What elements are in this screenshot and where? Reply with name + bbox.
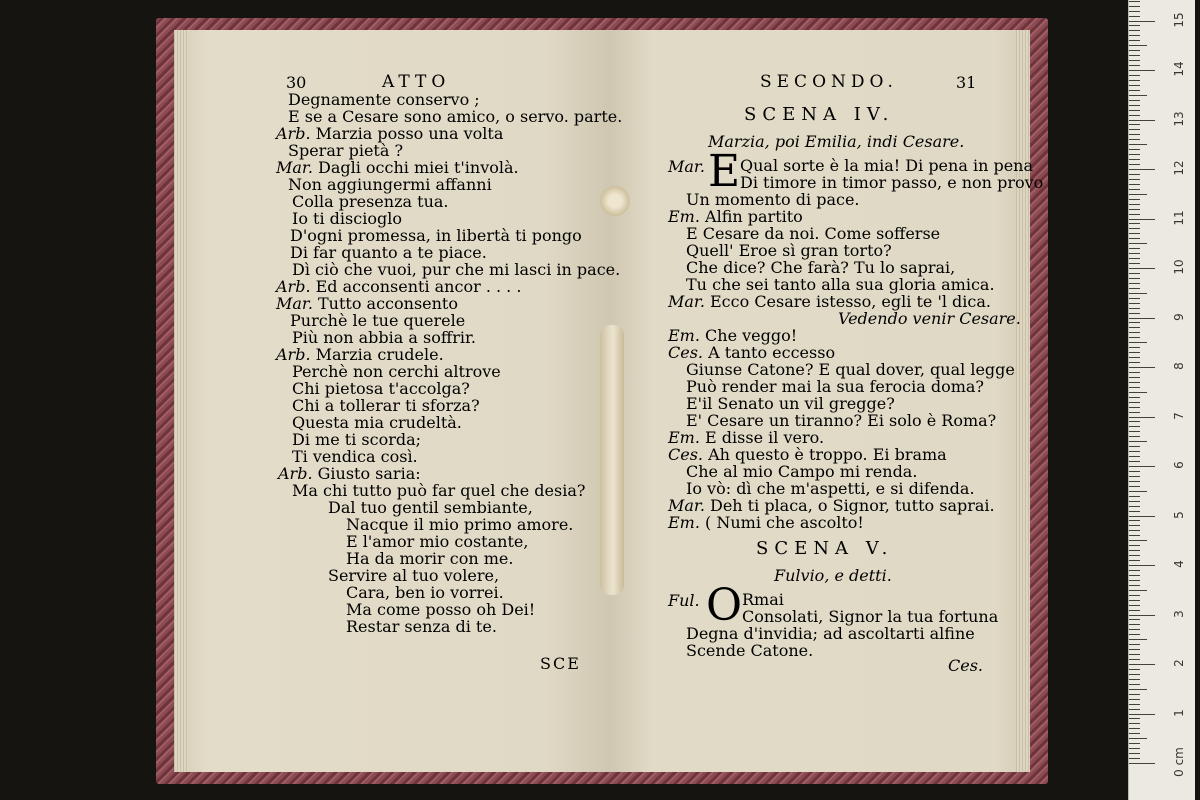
ruler-tick — [1129, 585, 1140, 586]
ruler-tick — [1129, 471, 1140, 472]
text-line: E Cesare da noi. Come sofferse — [686, 224, 941, 243]
ruler-tick — [1129, 352, 1140, 353]
text-line: Ma come posso oh Dei! — [346, 600, 536, 619]
text-line: Può render mai la sua ferocia doma? — [686, 377, 984, 396]
ruler-tick — [1129, 689, 1147, 690]
ruler-tick — [1129, 392, 1147, 393]
ruler-tick — [1129, 476, 1140, 477]
ruler-tick — [1129, 377, 1140, 378]
ruler-tick — [1129, 496, 1140, 497]
text-line: Io vò: dì che m'aspetti, e si difenda. — [686, 479, 975, 498]
speaker-label: Ces. — [668, 445, 704, 464]
text-line: Arb. Giusto saria: — [278, 464, 421, 483]
ruler-tick — [1129, 75, 1140, 76]
ruler-tick — [1129, 129, 1140, 130]
ruler-tick — [1129, 184, 1140, 185]
ruler-tick — [1129, 738, 1147, 739]
text-line: Vedendo venir Cesare. — [838, 309, 1021, 328]
text-line: E l'amor mio costante, — [346, 532, 529, 551]
page-edge-right — [1016, 30, 1030, 772]
ruler-tick — [1129, 263, 1140, 264]
speaker-label: Em. — [668, 207, 700, 226]
ruler-tick — [1129, 367, 1155, 368]
ruler-label: 10 — [1172, 259, 1186, 275]
ruler-tick — [1129, 763, 1155, 764]
text-line: Di far quanto a te piace. — [290, 243, 487, 262]
ruler-tick — [1129, 25, 1140, 26]
text-line: Dì ciò che vuoi, pur che mi lasci in pace. — [292, 260, 621, 279]
ruler-tick — [1129, 525, 1140, 526]
ruler-tick — [1129, 16, 1140, 17]
text-line: Arb. Marzia crudele. — [276, 345, 444, 364]
ruler-tick — [1129, 105, 1140, 106]
ruler-tick — [1129, 70, 1155, 71]
catchword-left: SCE — [540, 654, 581, 673]
ruler-tick — [1129, 619, 1140, 620]
text-line: Qual sorte è la mia! Di pena in pena — [740, 156, 1034, 175]
text-line: D'ogni promessa, in libertà ti pongo — [290, 226, 582, 245]
ruler-tick — [1129, 402, 1140, 403]
binding-thread — [600, 325, 624, 595]
running-head-left: ATTO — [382, 72, 451, 92]
running-head-right: SECONDO. — [760, 72, 898, 92]
text-line: Cara, ben io vorrei. — [346, 583, 504, 602]
text-line: Arb. Marzia posso una volta — [276, 124, 504, 143]
ruler-tick — [1129, 337, 1140, 338]
ruler-tick — [1129, 332, 1140, 333]
ruler-tick — [1129, 21, 1155, 22]
ruler-tick — [1129, 654, 1140, 655]
text-line: Più non abbia a soffrir. — [292, 328, 476, 347]
text-line: Ha da morir con me. — [346, 549, 514, 568]
ruler-tick — [1129, 417, 1155, 418]
ruler-tick — [1129, 35, 1140, 36]
ruler-tick — [1129, 209, 1140, 210]
scene-four-speaker: Mar. — [668, 157, 705, 176]
text-line: Ces. Ah questo è troppo. Ei brama — [668, 445, 947, 464]
speaker-label: Em. — [668, 428, 700, 447]
ruler-tick — [1129, 124, 1140, 125]
ruler-label: 12 — [1172, 160, 1186, 176]
ruler-tick — [1129, 283, 1140, 284]
ruler-tick — [1129, 600, 1140, 601]
scene-five-characters: Fulvio, e detti. — [774, 566, 892, 585]
text-line: Colla presenza tua. — [292, 192, 449, 211]
ruler-tick — [1129, 214, 1140, 215]
text-line: Em. Alfin partito — [668, 207, 803, 226]
text-line: E'il Senato un vil gregge? — [686, 394, 895, 413]
ruler-tick — [1129, 733, 1140, 734]
ruler-tick — [1129, 530, 1140, 531]
text-line: Purchè le tue querele — [290, 311, 466, 330]
ruler-tick — [1129, 139, 1140, 140]
ruler-tick — [1129, 436, 1140, 437]
ruler-tick — [1129, 308, 1140, 309]
text-line: Mar. Tutto acconsento — [276, 294, 458, 313]
ruler-tick — [1129, 347, 1140, 348]
ruler-tick — [1129, 550, 1140, 551]
page-number-left: 30 — [286, 73, 307, 92]
ruler-tick — [1129, 421, 1140, 422]
ruler-tick — [1129, 605, 1140, 606]
ruler-tick — [1129, 555, 1140, 556]
speaker-label: Em. — [668, 326, 700, 345]
ruler-tick — [1129, 669, 1140, 670]
text-line: Consolati, Signor la tua fortuna — [742, 607, 999, 626]
ruler-tick — [1129, 748, 1140, 749]
ruler-tick — [1129, 322, 1140, 323]
ruler-tick — [1129, 629, 1140, 630]
ruler-label: 6 — [1172, 461, 1186, 469]
page-edge-left — [174, 30, 188, 772]
text-line: Sperar pietà ? — [288, 141, 404, 160]
ruler-tick — [1129, 535, 1140, 536]
ruler-label: 9 — [1172, 312, 1186, 321]
ruler-tick — [1129, 649, 1140, 650]
ruler-tick — [1129, 456, 1140, 457]
text-line: Non aggiungermi affanni — [288, 175, 492, 194]
ruler-label: 3 — [1172, 609, 1186, 618]
ruler-tick — [1129, 570, 1140, 571]
ruler-tick — [1129, 728, 1140, 729]
ruler-tick — [1129, 258, 1140, 259]
ruler-tick — [1129, 40, 1140, 41]
scene-four-characters: Marzia, poi Emilia, indi Cesare. — [708, 132, 965, 151]
ruler-tick — [1129, 397, 1140, 398]
measurement-ruler — [1128, 0, 1195, 800]
ruler-tick — [1129, 85, 1140, 86]
ruler-tick — [1129, 95, 1147, 96]
text-line: Un momento di pace. — [686, 190, 860, 209]
ruler-tick — [1129, 199, 1140, 200]
ruler-tick — [1129, 194, 1147, 195]
ruler-tick — [1129, 491, 1147, 492]
ruler-tick — [1129, 342, 1147, 343]
text-line: Di timore in timor passo, e non provo — [740, 173, 1044, 192]
ruler-tick — [1129, 511, 1140, 512]
ruler-tick — [1129, 120, 1155, 121]
speaker-label: Em. — [668, 513, 700, 532]
ruler-tick — [1129, 679, 1140, 680]
ruler-tick — [1129, 565, 1155, 566]
ruler-tick — [1129, 253, 1140, 254]
ruler-tick — [1129, 610, 1140, 611]
text-line: Ma chi tutto può far quel che desia? — [292, 481, 586, 500]
catchword-right: Ces. — [948, 656, 984, 675]
text-line: Dal tuo gentil sembiante, — [328, 498, 533, 517]
speaker-label: Mar. — [668, 496, 705, 515]
text-line: Mar. Ecco Cesare istesso, egli te 'l dica. — [668, 292, 991, 311]
ruler-tick — [1129, 115, 1140, 116]
speaker-label: Mar. — [276, 158, 313, 177]
ruler-tick — [1129, 644, 1140, 645]
ruler-tick — [1129, 466, 1155, 467]
ruler-tick — [1129, 451, 1140, 452]
ruler-tick — [1129, 60, 1140, 61]
ruler-tick — [1129, 624, 1140, 625]
ruler-tick — [1129, 149, 1140, 150]
ruler-tick — [1129, 684, 1140, 685]
ruler-tick — [1129, 223, 1140, 224]
text-line: Di me ti scorda; — [292, 430, 422, 449]
ruler-tick — [1129, 580, 1140, 581]
ruler-tick — [1129, 362, 1140, 363]
text-line: E se a Cesare sono amico, o servo. parte. — [288, 107, 623, 126]
ruler-tick — [1129, 357, 1140, 358]
text-line: Perchè non cerchi altrove — [292, 362, 501, 381]
text-line: Che al mio Campo mi renda. — [686, 462, 918, 481]
speaker-label: Arb. — [276, 277, 311, 296]
ruler-tick — [1129, 743, 1140, 744]
ruler-tick — [1129, 753, 1140, 754]
ruler-tick — [1129, 6, 1140, 7]
ruler-tick — [1129, 65, 1140, 66]
ruler-label: 11 — [1172, 209, 1186, 226]
ruler-tick — [1129, 412, 1140, 413]
ruler-tick — [1129, 426, 1140, 427]
text-line: Restar senza di te. — [346, 617, 497, 636]
ruler-tick — [1129, 674, 1140, 675]
binding-knot — [600, 186, 630, 216]
ruler-tick — [1129, 372, 1140, 373]
ruler-tick — [1129, 407, 1140, 408]
text-line: Arb. Ed acconsenti ancor . . . . — [276, 277, 522, 296]
text-line: Chi pietosa t'accolga? — [292, 379, 470, 398]
ruler-tick — [1129, 327, 1140, 328]
ruler-tick — [1129, 560, 1140, 561]
ruler-tick — [1129, 615, 1155, 616]
ruler-tick — [1129, 278, 1140, 279]
ruler-tick — [1129, 238, 1140, 239]
ruler-tick — [1129, 233, 1140, 234]
text-line: Tu che sei tanto alla sua gloria amica. — [686, 275, 995, 294]
text-line: Nacque il mio primo amore. — [346, 515, 574, 534]
ruler-tick — [1129, 441, 1147, 442]
text-line: Ces. A tanto eccesso — [668, 343, 836, 362]
ruler-tick — [1129, 228, 1140, 229]
ruler-tick — [1129, 219, 1155, 220]
ruler-tick — [1129, 134, 1140, 135]
speaker-label: Arb. — [276, 345, 311, 364]
ruler-tick — [1129, 699, 1140, 700]
ruler-tick — [1129, 501, 1140, 502]
ruler-tick — [1129, 540, 1147, 541]
ruler-tick — [1129, 723, 1140, 724]
text-line: Servire al tuo volere, — [328, 566, 500, 585]
scene-four-title: SCENA IV. — [744, 104, 895, 125]
ruler-tick — [1129, 431, 1140, 432]
ruler-tick — [1129, 694, 1140, 695]
text-line: Questa mia crudeltà. — [292, 413, 462, 432]
drop-cap-e: E — [708, 146, 741, 197]
ruler-tick — [1129, 55, 1140, 56]
ruler-tick — [1129, 169, 1155, 170]
ruler-label: 1 — [1172, 708, 1186, 717]
ruler-tick — [1129, 718, 1140, 719]
ruler-tick — [1129, 154, 1140, 155]
text-line: Che dice? Che farà? Tu lo saprai, — [686, 258, 956, 277]
ruler-tick — [1129, 179, 1140, 180]
ruler-tick — [1129, 714, 1155, 715]
text-line: Giunse Catone? E qual dover, qual legge — [686, 360, 1015, 379]
ruler-tick — [1129, 268, 1155, 269]
ruler-tick — [1129, 293, 1147, 294]
ruler-tick — [1129, 159, 1140, 160]
text-line: Em. Che veggo! — [668, 326, 798, 345]
ruler-tick — [1129, 516, 1155, 517]
text-line: Mar. Deh ti placa, o Signor, tutto saprai. — [668, 496, 995, 515]
ruler-tick — [1129, 273, 1140, 274]
text-line: Degna d'invidia; ad ascoltarti alfine — [686, 624, 975, 643]
ruler-label: 8 — [1172, 362, 1186, 370]
ruler-label: 7 — [1172, 411, 1186, 420]
speaker-label: Arb. — [278, 464, 313, 483]
ruler-tick — [1129, 590, 1147, 591]
ruler-tick — [1129, 595, 1140, 596]
text-line: Mar. Dagli occhi miei t'involà. — [276, 158, 519, 177]
ruler-tick — [1129, 758, 1140, 759]
ruler-tick — [1129, 189, 1140, 190]
ruler-tick — [1129, 446, 1140, 447]
text-line: Io ti discioglo — [292, 209, 402, 228]
ruler-tick — [1129, 90, 1140, 91]
ruler-tick — [1129, 30, 1140, 31]
ruler-tick — [1129, 204, 1140, 205]
text-line: Ti vendica così. — [292, 447, 418, 466]
page-number-right: 31 — [956, 73, 977, 92]
ruler-tick — [1129, 634, 1140, 635]
ruler-tick — [1129, 506, 1140, 507]
ruler-tick — [1129, 243, 1147, 244]
speaker-label: Mar. — [276, 294, 313, 313]
ruler-tick — [1129, 639, 1147, 640]
ruler-label: 2 — [1172, 659, 1186, 667]
text-line: E' Cesare un tiranno? Ei solo è Roma? — [686, 411, 997, 430]
ruler-tick — [1129, 486, 1140, 487]
ruler-tick — [1129, 520, 1140, 521]
ruler-tick — [1129, 298, 1140, 299]
speaker-label: Arb. — [276, 124, 311, 143]
text-line: Scende Catone. — [686, 641, 814, 660]
ruler-tick — [1129, 387, 1140, 388]
ruler-tick — [1129, 575, 1140, 576]
ruler-tick — [1129, 313, 1140, 314]
text-line: Degnamente conservo ; — [288, 90, 480, 109]
ruler-tick — [1129, 80, 1140, 81]
ruler-tick — [1129, 704, 1140, 705]
ruler-tick — [1129, 461, 1140, 462]
ruler-tick — [1129, 318, 1155, 319]
ruler-label: 4 — [1172, 560, 1186, 568]
speaker-label: Ces. — [668, 343, 704, 362]
ruler-label: 5 — [1172, 510, 1186, 519]
ruler-tick — [1129, 481, 1140, 482]
ruler-tick — [1129, 100, 1140, 101]
text-line: Em. E disse il vero. — [668, 428, 825, 447]
ruler-tick — [1129, 709, 1140, 710]
ruler-tick — [1129, 659, 1140, 660]
ruler-tick — [1129, 303, 1140, 304]
ruler-tick — [1129, 50, 1140, 51]
scene-five-title: SCENA V. — [756, 538, 894, 559]
speaker-label: Mar. — [668, 292, 705, 311]
ruler-tick — [1129, 110, 1140, 111]
ruler-tick — [1129, 1, 1140, 2]
ruler-tick — [1129, 11, 1140, 12]
ruler-label: 0 cm — [1172, 747, 1186, 777]
text-line: Rmai — [742, 590, 784, 609]
ruler-label: 14 — [1172, 61, 1186, 77]
ruler-tick — [1129, 144, 1147, 145]
ruler-tick — [1129, 288, 1140, 289]
ruler-label: 15 — [1172, 11, 1186, 28]
ruler-label: 13 — [1172, 110, 1186, 127]
ruler-tick — [1129, 164, 1140, 165]
scene-five-speaker: Ful. — [668, 591, 700, 610]
text-line: Chi a tollerar ti sforza? — [292, 396, 480, 415]
ruler-tick — [1129, 382, 1140, 383]
drop-cap-o: O — [706, 580, 743, 631]
ruler-tick — [1129, 45, 1147, 46]
ruler-tick — [1129, 664, 1155, 665]
text-line: Em. ( Numi che ascolto! — [668, 513, 864, 532]
text-line: Quell' Eroe sì gran torto? — [686, 241, 892, 260]
ruler-tick — [1129, 545, 1140, 546]
ruler-tick — [1129, 248, 1140, 249]
ruler-tick — [1129, 174, 1140, 175]
